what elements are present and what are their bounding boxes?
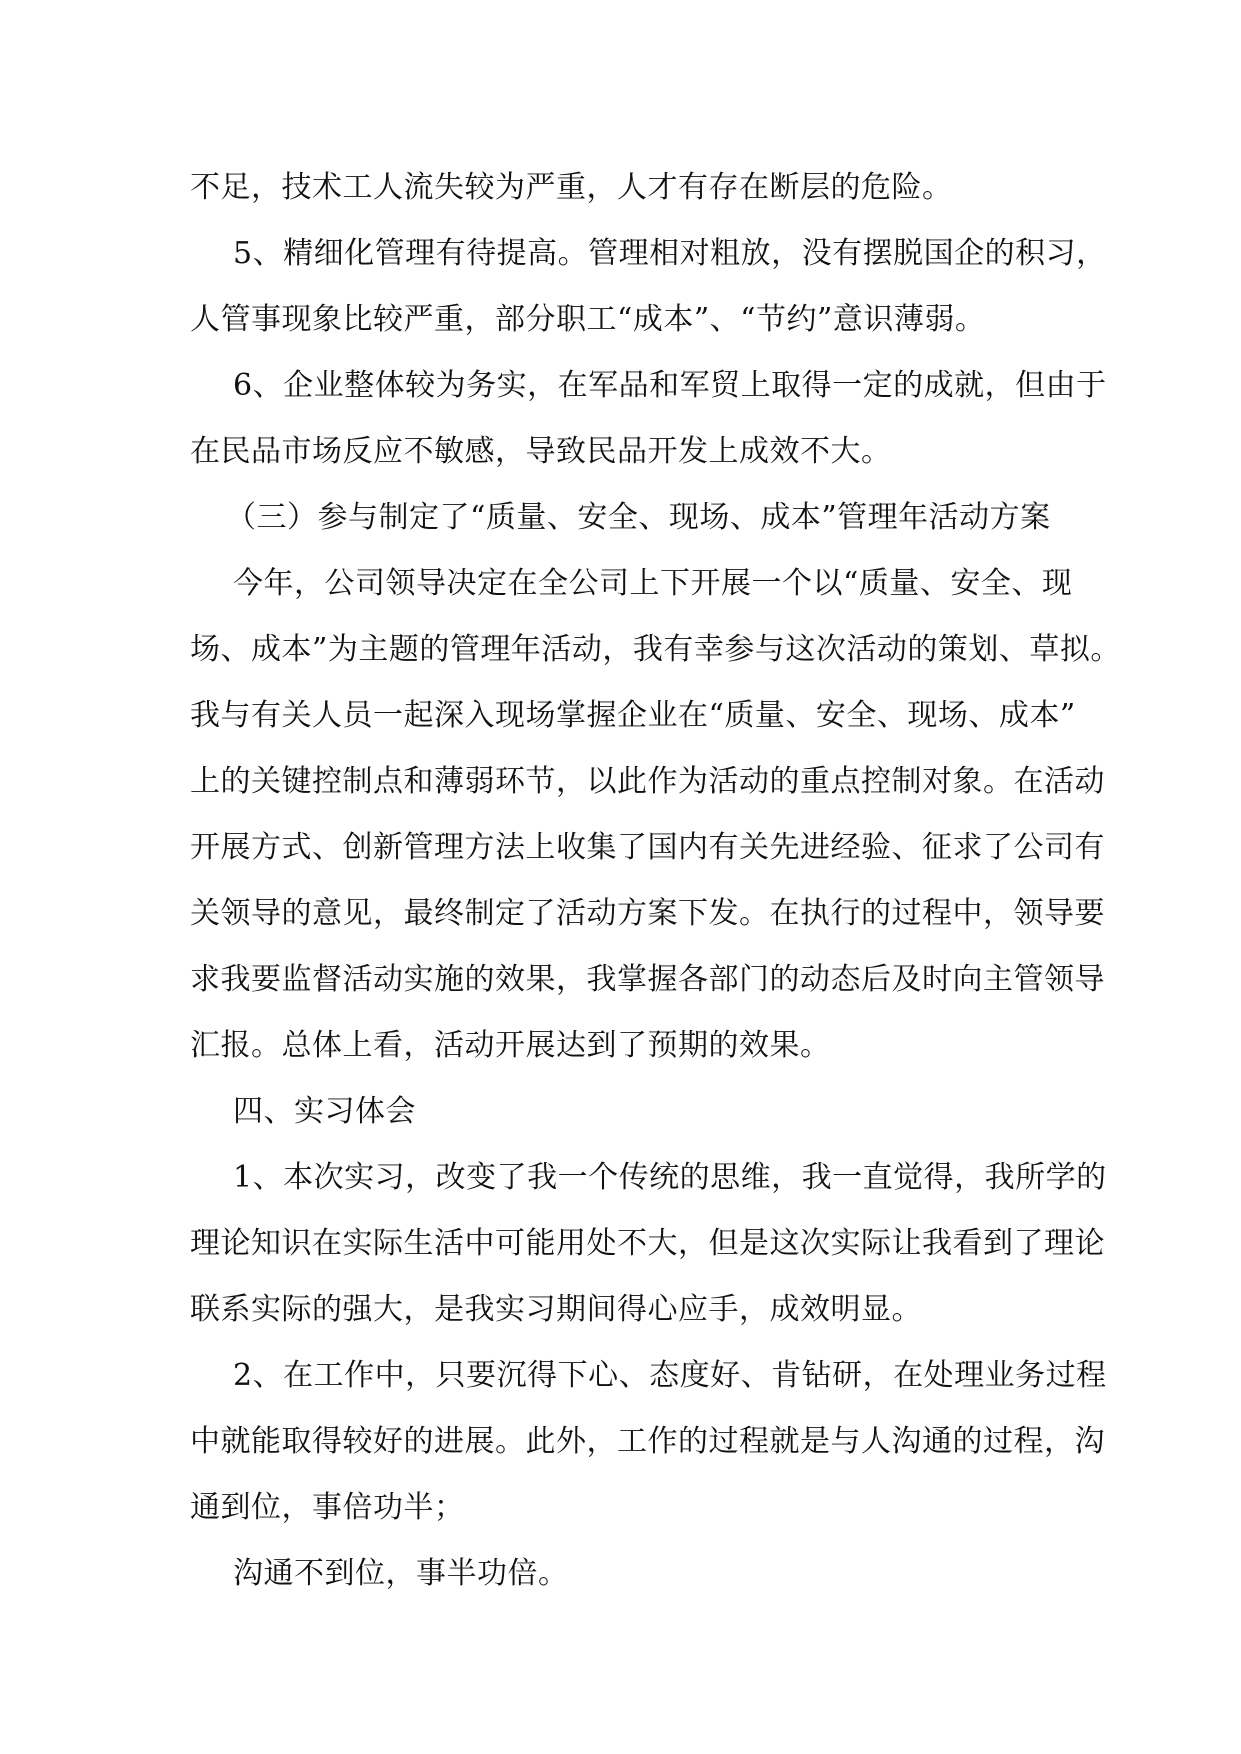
section-heading: 四、实习体会	[233, 1094, 416, 1129]
paragraph-line: 中就能取得较好的进展。此外，工作的过程就是与人沟通的过程，沟	[190, 1424, 1105, 1459]
paragraph-line: 场、成本”为主题的管理年活动，我有幸参与这次活动的策划、草拟。	[190, 632, 1121, 667]
paragraph-line: 开展方式、创新管理方法上收集了国内有关先进经验、征求了公司有	[190, 830, 1105, 865]
paragraph-line: 汇报。总体上看，活动开展达到了预期的效果。	[190, 1028, 831, 1063]
paragraph-line: 5、精细化管理有待提高。管理相对粗放，没有摆脱国企的积习，	[233, 236, 1107, 271]
paragraph-line: 上的关键控制点和薄弱环节，以此作为活动的重点控制对象。在活动	[190, 764, 1105, 799]
paragraph-line: 关领导的意见，最终制定了活动方案下发。在执行的过程中，领导要	[190, 896, 1105, 931]
paragraph-line: 在民品市场反应不敏感，导致民品开发上成效不大。	[190, 434, 892, 469]
section-heading: （三）参与制定了“质量、安全、现场、成本”管理年活动方案	[226, 500, 1051, 535]
paragraph-line: 通到位，事倍功半；	[190, 1490, 465, 1525]
paragraph-line: 1、本次实习，改变了我一个传统的思维，我一直觉得，我所学的	[233, 1160, 1107, 1195]
document-body	[190, 155, 1121, 1607]
paragraph-line: 理论知识在实际生活中可能用处不大，但是这次实际让我看到了理论	[190, 1226, 1105, 1261]
paragraph-line: 求我要监督活动实施的效果，我掌握各部门的动态后及时向主管领导	[190, 962, 1105, 997]
paragraph-line: 今年，公司领导决定在全公司上下开展一个以“质量、安全、现	[233, 566, 1073, 601]
paragraph-line: 6、企业整体较为务实，在军品和军贸上取得一定的成就，但由于	[233, 368, 1107, 403]
paragraph-line: 2、在工作中，只要沉得下心、态度好、肯钻研，在处理业务过程	[233, 1358, 1107, 1393]
paragraph-line: 沟通不到位，事半功倍。	[233, 1556, 569, 1591]
paragraph-line: 我与有关人员一起深入现场掌握企业在“质量、安全、现场、成本”	[190, 698, 1076, 733]
paragraph-line: 不足，技术工人流失较为严重，人才有存在断层的危险。	[190, 170, 953, 205]
paragraph-line: 人管事现象比较严重，部分职工“成本”、“节约”意识薄弱。	[190, 302, 986, 337]
paragraph-line: 联系实际的强大，是我实习期间得心应手，成效明显。	[190, 1292, 922, 1327]
